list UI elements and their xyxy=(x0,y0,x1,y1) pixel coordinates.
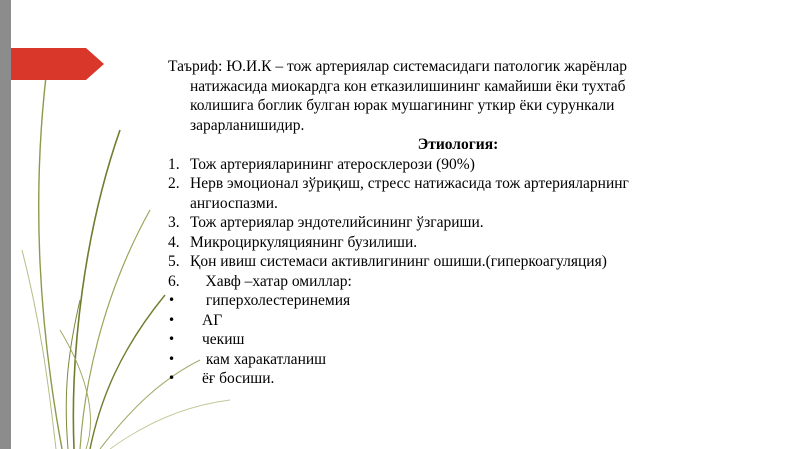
list-item xyxy=(168,311,688,331)
list-number: 6. xyxy=(168,272,180,290)
list-item-text: Нерв эмоционал зўриқиш, стресс натижасида тож артерияларнинг ангиоспазми. xyxy=(190,175,629,212)
list-item xyxy=(168,330,688,350)
list-item-text: Тож артерияларининг атеросклерози (90%) xyxy=(190,155,475,173)
list-item-text: Микроциркуляциянинг бузилиши. xyxy=(190,233,418,251)
definition-paragraph: Таъриф: Ю.И.К – тож артериялар системасидаги патологик жарёнлар натижасида миокардга кон етказилишининг камайиши ёки тухтаб колишига боглик булган юрак мушагининг уткир ёки сурункали зарарланишидир. xyxy=(168,58,628,134)
bullet-icon: • xyxy=(168,371,176,385)
list-number: 4. xyxy=(168,233,180,251)
list-number: 2. xyxy=(168,175,180,192)
list-item xyxy=(168,174,688,213)
list-item-text: кам харакатланиш xyxy=(202,350,327,368)
etiology-list xyxy=(168,155,688,292)
bullet-icon: • xyxy=(168,293,176,307)
slide-content xyxy=(168,57,688,389)
list-item xyxy=(168,291,688,311)
list-item-text: Қон ивиш системаси активлигининг ошиши.(гиперкоагуляция) xyxy=(190,253,607,270)
list-number: 3. xyxy=(168,214,180,231)
risk-factor-list xyxy=(168,291,688,389)
list-item xyxy=(168,155,688,175)
list-number: 5. xyxy=(168,253,180,270)
bullet-icon: • xyxy=(168,312,176,327)
list-item-text: Хавф –хатар омиллар: xyxy=(190,272,352,290)
list-item xyxy=(168,252,688,272)
list-item-text: АГ xyxy=(202,311,223,329)
list-item-text: чекиш xyxy=(202,331,245,348)
list-item xyxy=(168,272,688,292)
list-item xyxy=(168,233,688,253)
list-item xyxy=(168,350,688,370)
list-number: 1. xyxy=(168,155,180,173)
list-item xyxy=(168,213,688,233)
etiology-heading: Этиология: xyxy=(417,136,499,153)
list-item-text: Тож артериялар эндотелийсининг ўзгариши. xyxy=(190,214,484,231)
bullet-icon: • xyxy=(168,351,176,366)
bullet-icon: • xyxy=(168,332,176,346)
list-item xyxy=(168,369,688,389)
list-item-text: ёғ босиши. xyxy=(202,370,275,387)
list-item-text: гиперхолестеринемия xyxy=(202,292,351,309)
